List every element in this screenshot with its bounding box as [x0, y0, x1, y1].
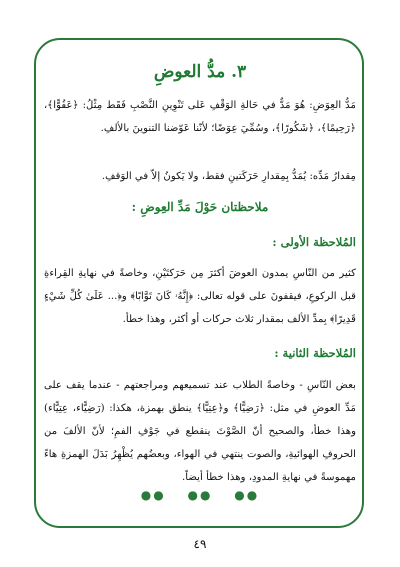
note1-heading: المُلاحظة الأولى : [272, 235, 356, 249]
section-title: ٣. مدُّ العوضِ [153, 62, 247, 82]
note2-paragraph: بعض النّاسِ - وخاصةً الطلاب عند تسميعهم ومراجعتهم - عندما يقف على مَدِّ العوضِ في مثل: ﴿رَضِيًّا﴾ و﴿عِتِيًّا﴾ ينطق بهمزة، هكذا: (رَضِيًّاء، عِتِيًّاء) وهذا خطأ، والصحيح أنّ الصَّوْتَ ينقطع في جَوْفِ الفمِ؛ لأنّ الألفَ من الحروفِ الهوائيةِ، والصوت ينتهي في الهواء، وبعضُهم يُظْهِرُ بَدَلَ الهمزةِ هاءً مهموسةً في نهايةِ المدودِ، وهذا خطأ أيضاً. [44, 380, 356, 483]
note1-paragraph: كثير من النّاسِ يمدون العوضَ أكثرَ مِن حَرَكتَيْنِ، وخاصةً في نهايةِ القِراءةِ قبل الركوعِ، فيقفونَ على قوله تعالى: ﴿إِنَّهُۥ كَانَ تَوَّابًا﴾ و﴿... عَلَىٰ كُلِّ شَيْءٍ قَدِيرًا﴾ بِمدِّ الألف بمقدار ثلاث حركات أو أكثر، وهذا خطأ. [44, 268, 356, 325]
page-number: ٤٩ [193, 537, 207, 551]
note2-heading: المُلاحظة الثانية : [274, 346, 356, 360]
ornament-dots [44, 488, 356, 502]
intro-paragraph: مَدُّ العِوَضِ: هُوَ مَدٌّ في حَالةِ الوَقْفِ عَلى تَنْوِينِ النَّصْبِ فَقَط مِثْلُ: ﴿عَفُوًّا﴾، ﴿رَحِيمًا﴾، ﴿شَكُورًا﴾، وسُمِّيَ عِوَضًا؛ لأنّنا عَوّضنا التنوينَ بالألفِ. [44, 100, 356, 134]
dot-pair: ●● [234, 488, 260, 502]
notes-heading: ملاحظتان حَوْلَ مَدِّ العِوضِ : [131, 200, 269, 214]
dot-pair: ●● [187, 488, 213, 502]
page-content [44, 50, 356, 520]
dot-pair: ●● [140, 488, 166, 502]
measure-paragraph: مِقدارُ مَدِّه: يُمَدُّ بِمِقدارِ حَرَكَتينِ فقط، ولا يَكونُ إلاّ في الوَقفِ. [101, 171, 356, 182]
